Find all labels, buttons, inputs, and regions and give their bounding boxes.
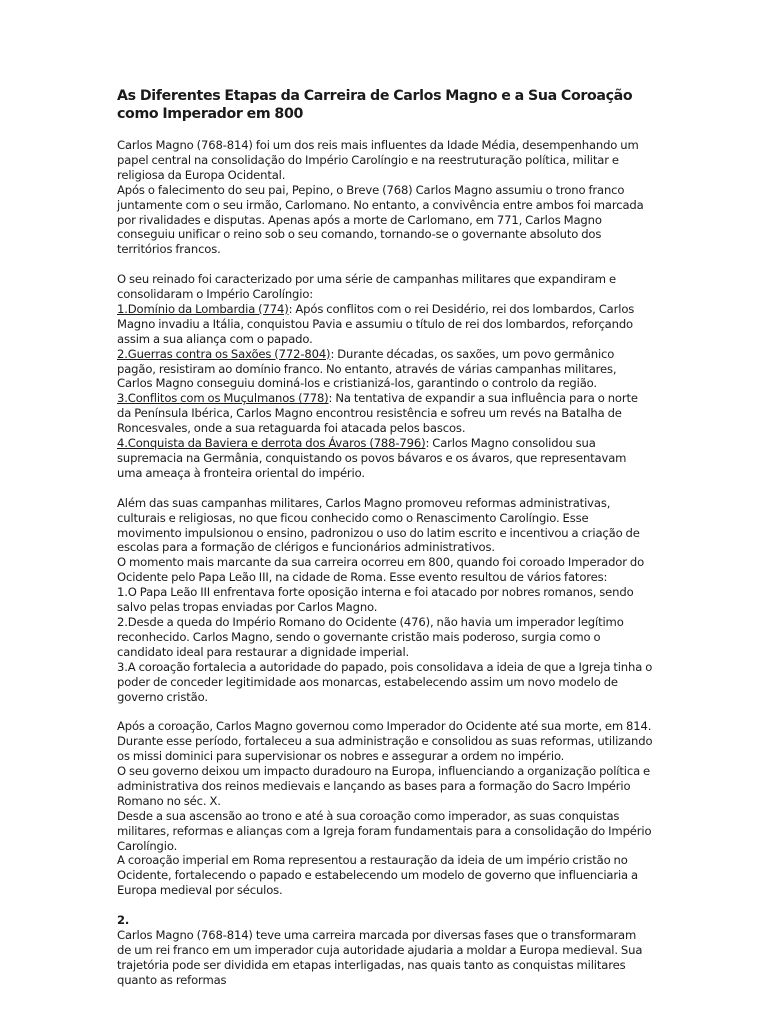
campaign-item (117, 302, 653, 347)
intro-paragraph-1: Carlos Magno (768-814) foi um dos reis mais influentes da Idade Média, desempenhando um papel central na consolidação do Império Carolíngio e na reestruturação política, militar e religiosa da Europa Ocidental. (117, 138, 639, 182)
section-2-number: 2. (117, 913, 130, 928)
after-paragraph-1: Após a coroação, Carlos Magno governou como Imperador do Ocidente até sua morte, em 814. Durante esse período, fortaleceu a sua administração e consolidou as suas reformas, utilizando os missi dominici para supervisionar os nobres e assegurar a ordem no império. (117, 719, 653, 764)
after-paragraph-4: A coroação imperial em Roma representou a restauração da ideia de um império cristão no Ocidente, fortalecendo o papado e estabelecendo um modelo de governo que influenciaria a Europa medieval por séculos. (117, 853, 639, 898)
campaign-heading: 4.Conquista da Baviera e derrota dos Ávaros (788-796) (117, 436, 426, 451)
campaign-heading: 1.Domínio da Lombardia (774) (117, 301, 289, 316)
paragraph-gap (117, 257, 653, 272)
campaign-text: : Carlos Magno consolidou sua supremacia na Germânia, conquistando os povos bávaros e os ávaros, que representavam uma ameaça à fronteira oriental do império. (117, 436, 627, 480)
reforms-paragraph-2: O momento mais marcante da sua carreira ocorreu em 800, quando foi coroado Imperador do Ocidente pelo Papa Leão III, na cidade de Roma. Esse evento resultou de vários fatores: (117, 555, 645, 585)
section-2-paragraph-1: Carlos Magno (768-814) teve uma carreira marcada por diversas fases que o transformaram de um rei franco em um imperador cuja autoridade ajudaria a moldar a Europa medieval. Sua trajetória pode ser dividida em etapas interligadas, nas quais tanto as conquistas militares quanto as reformas (117, 927, 643, 987)
factor-item: 1.O Papa Leão III enfrentava forte oposição interna e foi atacado por nobres romanos, sendo salvo pelas tropas enviadas por Carlos Magno. (117, 585, 634, 615)
intro-paragraph-2: Após o falecimento do seu pai, Pepino, o Breve (768) Carlos Magno assumiu o trono franco juntamente com o seu irmão, Carlomano. No entanto, a convivência entre ambos foi marcada por rivalidades e disputas. Apenas após a morte de Carlomano, em 771, Carlos Magno conseguiu unificar o reino sob o seu comando, tornando-se o governante absoluto dos territórios francos. (117, 182, 644, 257)
campaign-item (117, 436, 653, 481)
after-paragraph-3: Desde a sua ascensão ao trono e até à sua coroação como imperador, as suas conquistas militares, reformas e alianças com a Igreja foram fundamentais para a consolidação do Império Carolíngio. (117, 808, 652, 853)
factor-item: 2.Desde a queda do Império Romano do Ocidente (476), não havia um imperador legítimo reconhecido. Carlos Magno, sendo o governante cristão mais poderoso, surgia como o candidato ideal para restaurar a dignidade imperial. (117, 614, 624, 659)
after-paragraph-2: O seu governo deixou um impacto duradouro na Europa, influenciando a organização política e administrativa dos reinos medievais e lançando as bases para a formação do Sacro Império Romano no séc. X. (117, 764, 651, 808)
factor-item: 3.A coroação fortalecia a autoridade do papado, pois consolidava a ideia de que a Igreja tinha o poder de conceder legitimidade aos monarcas, estabelecendo assim um novo modelo de governo cristão. (117, 659, 653, 704)
paragraph-gap (117, 481, 653, 496)
paragraph-gap (117, 704, 653, 719)
document-page (117, 87, 653, 988)
document-title: As Diferentes Etapas da Carreira de Carlos Magno e a Sua Coroação como Imperador em 800 (117, 88, 633, 122)
reforms-paragraph-1: Além das suas campanhas militares, Carlos Magno promoveu reformas administrativas, culturais e religiosas, no que ficou conhecido como o Renascimento Carolíngio. Esse movimento impulsionou o ensino, padronizou o uso do latim escrito e incentivou a criação de escolas para a formação de clérigos e funcionários administrativos. (117, 495, 640, 555)
campaign-text: : Na tentativa de expandir a sua influência para o norte da Península Ibérica, Carlos Magno encontrou resistência e sofreu um revés na Batalha de Roncesvales, onde a sua retaguarda foi atacada pelos bascos. (117, 391, 638, 436)
paragraph-gap (117, 898, 653, 913)
campaign-text: : Durante décadas, os saxões, um povo germânico pagão, resistiram ao domínio franco. No entanto, através de várias campanhas militares, Carlos Magno conseguiu dominá-los e cristianizá-los, garantindo o controlo da região. (117, 346, 617, 391)
campaign-text: : Após conflitos com o rei Desidério, rei dos lombardos, Carlos Magno invadiu a Itália, conquistou Pavia e assumiu o título de rei dos lombardos, reforçando assim a sua aliança com o papado. (117, 301, 635, 346)
campaign-item (117, 347, 653, 392)
campaign-heading: 2.Guerras contra os Saxões (772-804) (117, 346, 331, 361)
campaign-item (117, 391, 653, 436)
campaign-heading: 3.Conflitos com os Muçulmanos (778) (117, 391, 329, 406)
campaigns-intro: O seu reinado foi caracterizado por uma série de campanhas militares que expandiram e consolidaram o Império Carolíngio: (117, 272, 616, 302)
